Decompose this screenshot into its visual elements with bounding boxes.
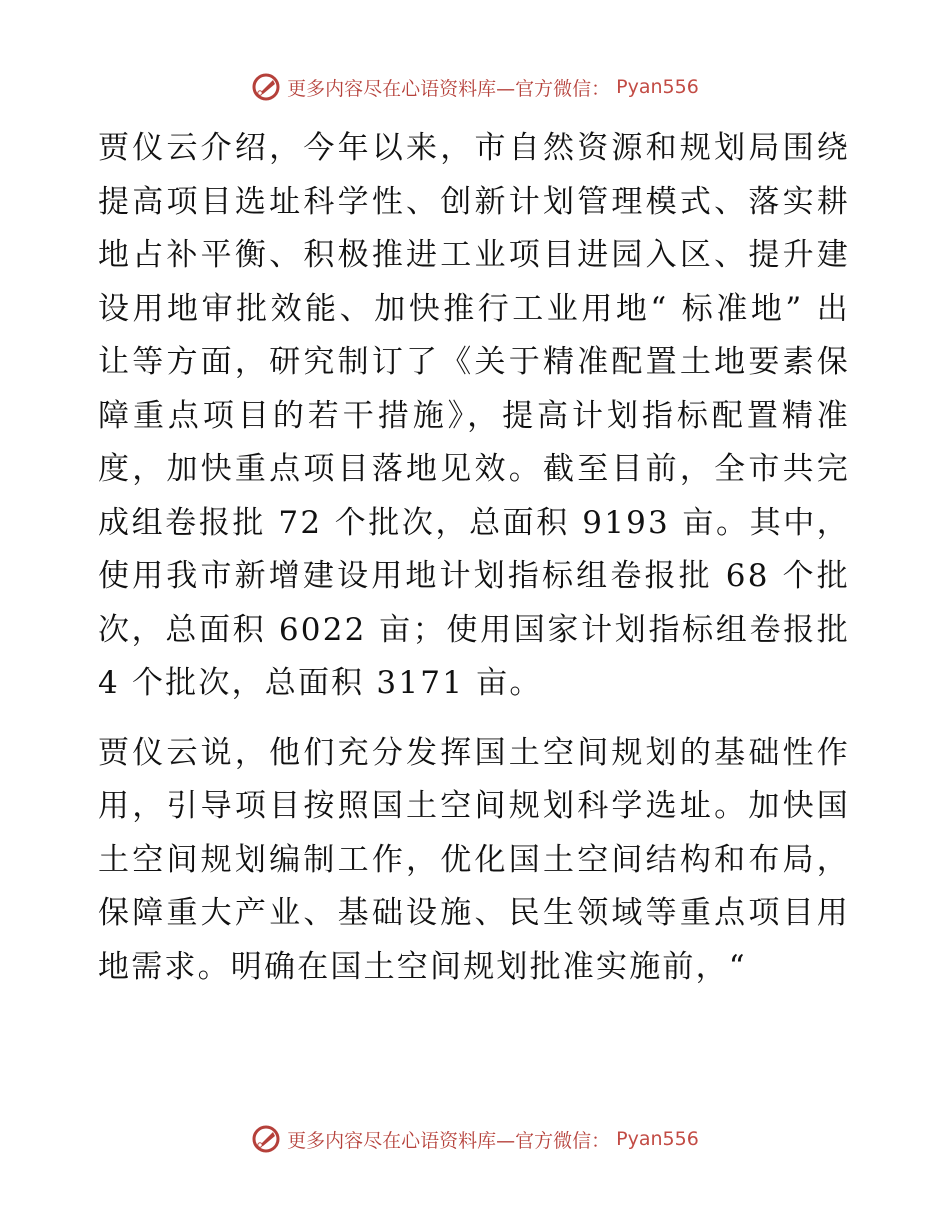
header-banner-wechat-id: Pyan556 [616, 76, 699, 98]
paragraph-1: 贾仪云介绍，今年以来，市自然资源和规划局围绕提高项目选址科学性、创新计划管理模式、落实耕地占补平衡、积极推进工业项目进园入区、提升建设用地审批效能、加快推行工业用地“ 标准地” 出让等方面，研究制订了《关于精准配置土地要素保障重点项目的若干措施》，提高计划指标配置精准度，加快重点项目落地见效。截至目前，全市共完成组卷报批 72 个批次，总面积 9193 亩。其中，使用我市新增建设用地计划指标组卷报批 68 个批次，总面积 6022 亩；使用国家计划指标组卷报批 4 个批次，总面积 3171 亩。 [98, 130, 850, 701]
header-banner-text: 更多内容尽在心语资料库—官方微信： [287, 77, 611, 100]
quill-circle-icon [251, 72, 281, 102]
footer-banner-text: 更多内容尽在心语资料库—官方微信： [287, 1129, 611, 1152]
paragraph-2: 贾仪云说，他们充分发挥国土空间规划的基础性作用，引导项目按照国土空间规划科学选址。加快国土空间规划编制工作，优化国土空间结构和布局，保障重大产业、基础设施、民生领域等重点项目用地需求。明确在国土空间规划批准实施前，“ [98, 734, 850, 985]
quill-circle-icon [251, 1124, 281, 1154]
document-body [98, 122, 850, 994]
footer-banner-wechat-id: Pyan556 [616, 1128, 699, 1150]
header-banner [0, 72, 950, 102]
footer-banner [0, 1124, 950, 1154]
